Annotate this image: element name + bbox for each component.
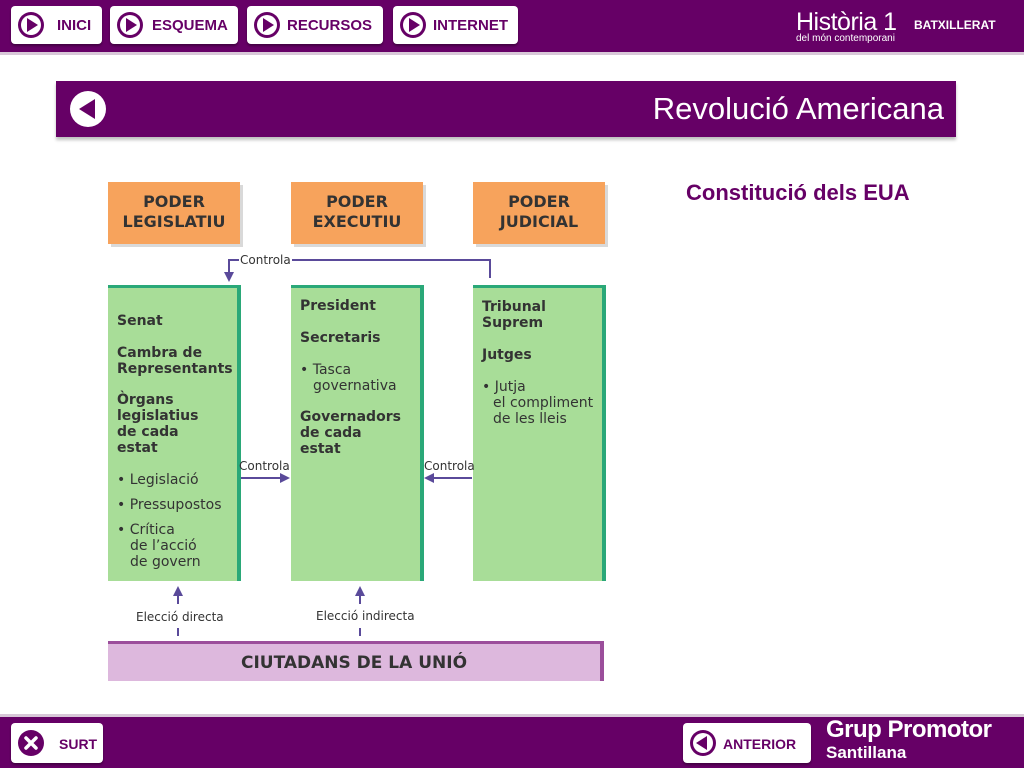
organs-text: de cada [117, 424, 179, 440]
indirect-election-label: Elecció indirecta [316, 609, 415, 623]
previous-label: ANTERIOR [723, 736, 797, 752]
inici-label: INICI [57, 17, 92, 34]
publisher-logo-line2: Santillana [826, 743, 907, 762]
power-judicial-header [473, 182, 605, 244]
president-text: President [300, 298, 376, 314]
page-title: Revolució Americana [652, 91, 944, 126]
judicial-box [473, 285, 606, 581]
governors-text: de cada [300, 425, 362, 441]
power-label: LEGISLATIU [122, 212, 226, 231]
organs-text: legislatius [117, 408, 199, 424]
bullet-text: de l’acció [130, 538, 197, 554]
internet-label: INTERNET [433, 17, 508, 34]
court-text: Tribunal [482, 299, 546, 315]
esquema-label: ESQUEMA [152, 17, 228, 34]
citizens-label: CIUTADANS DE LA UNIÓ [240, 653, 468, 673]
recursos-label: RECURSOS [287, 17, 373, 34]
bullet-text: • Crítica [117, 522, 175, 538]
exit-button[interactable] [11, 723, 103, 763]
power-label: JUDICIAL [499, 212, 579, 231]
bullet-text: governativa [313, 378, 397, 394]
court-text: Suprem [482, 315, 544, 331]
chamber-text: Representants [117, 361, 233, 377]
senate-text: Senat [117, 313, 163, 329]
previous-button[interactable] [683, 723, 811, 763]
brand-level: BATXILLERAT [914, 18, 996, 32]
governors-text: estat [300, 441, 341, 457]
controla-right-label: Controla [424, 459, 475, 473]
bullet-text: • Pressupostos [117, 497, 222, 513]
bullet-text: el compliment [493, 395, 594, 411]
organs-text: Òrgans [117, 392, 174, 408]
governors-text: Governadors [300, 409, 401, 425]
secretaries-text: Secretaris [300, 330, 381, 346]
power-executive-header [291, 182, 423, 244]
bullet-text: • Tasca [300, 362, 352, 378]
citizens-bar [108, 641, 604, 681]
organs-text: estat [117, 440, 158, 456]
controla-top-label: Controla [240, 253, 291, 267]
power-label: PODER [143, 192, 205, 211]
bullet-text: • Jutja [482, 379, 526, 395]
publisher-logo-line1: Grup Promotor [826, 716, 992, 743]
direct-election-label: Elecció directa [136, 610, 224, 624]
power-label: EXECUTIU [312, 212, 402, 231]
close-circle-icon [17, 729, 45, 757]
controla-left-label: Controla [239, 459, 290, 473]
page-subtitle: Constitució dels EUA [686, 180, 910, 205]
executive-box [291, 285, 424, 581]
exit-label: SURT [59, 736, 98, 752]
chamber-text: Cambra de [117, 345, 203, 361]
legislative-box [108, 285, 241, 581]
brand-subtitle: del món contemporani [796, 33, 895, 44]
bullet-text: de govern [130, 554, 201, 570]
bullet-text: • Legislació [117, 472, 199, 488]
power-label: PODER [508, 192, 570, 211]
judges-text: Jutges [482, 347, 532, 363]
power-label: PODER [326, 192, 388, 211]
back-circle-icon [689, 729, 717, 757]
brand-title: Història 1 [796, 8, 897, 36]
power-legislative-header [108, 182, 240, 244]
bullet-text: de les lleis [493, 411, 567, 427]
